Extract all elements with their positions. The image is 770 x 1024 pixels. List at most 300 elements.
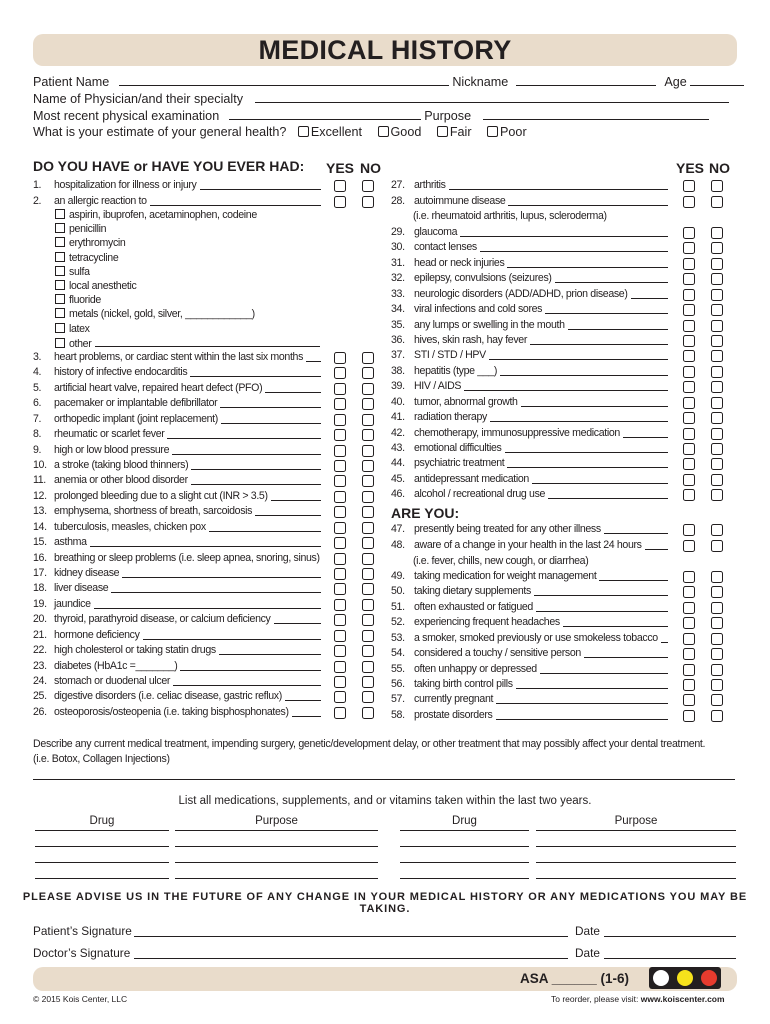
answer-line[interactable] bbox=[150, 194, 321, 206]
red-light-icon[interactable] bbox=[701, 970, 717, 986]
answer-line[interactable] bbox=[661, 631, 668, 643]
question-number: 2. bbox=[33, 195, 42, 207]
allergy-checkbox[interactable] bbox=[55, 294, 65, 304]
yes-checkbox[interactable] bbox=[683, 350, 695, 362]
yes-checkbox[interactable] bbox=[334, 599, 346, 611]
yes-checkbox[interactable] bbox=[683, 633, 695, 645]
yes-checkbox[interactable] bbox=[683, 289, 695, 301]
no-checkbox[interactable] bbox=[711, 540, 723, 552]
answer-line[interactable] bbox=[221, 412, 321, 424]
patient-name-label: Patient Name bbox=[33, 75, 110, 89]
answer-line[interactable] bbox=[219, 643, 321, 655]
question-number: 6. bbox=[33, 397, 42, 410]
yes-checkbox[interactable] bbox=[683, 458, 695, 470]
answer-line[interactable] bbox=[306, 350, 321, 362]
describe-example: (i.e. Botox, Collagen Injections) bbox=[33, 753, 170, 765]
doctor-date-label: Date bbox=[575, 946, 600, 960]
no-checkbox[interactable] bbox=[362, 196, 374, 208]
left-section-heading: DO YOU HAVE or HAVE YOU EVER HAD: bbox=[33, 158, 305, 174]
answer-line[interactable] bbox=[631, 287, 668, 299]
question-row bbox=[391, 441, 668, 456]
question-number: 27. bbox=[391, 179, 405, 191]
doctor-signature-label: Doctor’s Signature bbox=[33, 946, 131, 960]
no-checkbox[interactable] bbox=[362, 180, 374, 192]
yes-checkbox[interactable] bbox=[683, 602, 695, 614]
question-row bbox=[391, 569, 668, 584]
medication-field-line[interactable] bbox=[175, 846, 378, 847]
patient-date-field[interactable] bbox=[604, 936, 736, 937]
yes-checkbox[interactable] bbox=[683, 694, 695, 706]
question-row bbox=[391, 456, 668, 471]
yes-checkbox[interactable] bbox=[334, 352, 346, 364]
answer-line[interactable] bbox=[540, 662, 668, 674]
answer-line[interactable] bbox=[500, 364, 668, 376]
question-text: taking medication for weight management bbox=[414, 570, 597, 582]
no-checkbox[interactable] bbox=[362, 398, 374, 410]
answer-line[interactable] bbox=[460, 225, 668, 237]
question-row bbox=[33, 581, 321, 596]
patient-name-line bbox=[33, 73, 744, 91]
yes-checkbox[interactable] bbox=[334, 568, 346, 580]
asa-band bbox=[33, 967, 737, 991]
allergy-checkbox[interactable] bbox=[55, 223, 65, 233]
question-row bbox=[33, 473, 321, 488]
no-checkbox[interactable] bbox=[362, 522, 374, 534]
yes-checkbox[interactable] bbox=[683, 571, 695, 583]
no-checkbox[interactable] bbox=[362, 383, 374, 395]
physician-line bbox=[33, 90, 729, 108]
question-number: 47. bbox=[391, 523, 405, 535]
no-checkbox[interactable] bbox=[711, 489, 723, 501]
yes-checkbox[interactable] bbox=[683, 196, 695, 208]
medication-field-line[interactable] bbox=[175, 878, 378, 879]
fair-checkbox[interactable] bbox=[437, 126, 448, 137]
answer-line[interactable] bbox=[94, 597, 321, 609]
yes-checkbox[interactable] bbox=[683, 428, 695, 440]
yes-checkbox[interactable] bbox=[334, 645, 346, 657]
patient-signature-field[interactable] bbox=[134, 936, 568, 937]
yes-checkbox[interactable] bbox=[683, 412, 695, 424]
answer-line[interactable] bbox=[172, 443, 321, 455]
question-number: 54. bbox=[391, 647, 405, 660]
no-checkbox[interactable] bbox=[711, 633, 723, 645]
medication-field-line[interactable] bbox=[175, 862, 378, 863]
change-note: (i.e. fever, chills, new cough, or diarrhea) bbox=[413, 555, 589, 567]
answer-line[interactable] bbox=[111, 581, 321, 593]
question-row bbox=[391, 487, 668, 502]
purpose-header-left: Purpose bbox=[255, 815, 298, 827]
allergy-checkbox[interactable] bbox=[55, 323, 65, 333]
question-row bbox=[33, 551, 321, 566]
question-text: viral infections and cold sores bbox=[414, 303, 543, 316]
question-number: 15. bbox=[33, 536, 47, 549]
no-checkbox[interactable] bbox=[362, 583, 374, 595]
yes-checkbox[interactable] bbox=[683, 273, 695, 285]
question-number: 13. bbox=[33, 505, 47, 518]
answer-line[interactable] bbox=[507, 256, 668, 268]
no-checkbox[interactable] bbox=[711, 335, 723, 347]
no-checkbox[interactable] bbox=[711, 648, 723, 660]
answer-line[interactable] bbox=[508, 194, 668, 206]
question-text: hormone deficiency bbox=[54, 628, 140, 641]
yes-checkbox[interactable] bbox=[334, 553, 346, 565]
question-number: 32. bbox=[391, 272, 405, 285]
patient-name-field[interactable] bbox=[119, 73, 449, 86]
health-line bbox=[33, 124, 527, 141]
answer-line[interactable] bbox=[274, 612, 321, 624]
no-checkbox[interactable] bbox=[711, 350, 723, 362]
medication-field-line[interactable] bbox=[175, 830, 378, 831]
no-checkbox[interactable] bbox=[711, 617, 723, 629]
no-checkbox[interactable] bbox=[711, 458, 723, 470]
yes-checkbox[interactable] bbox=[334, 522, 346, 534]
yes-checkbox[interactable] bbox=[334, 429, 346, 441]
answer-line[interactable] bbox=[285, 689, 321, 701]
yes-checkbox[interactable] bbox=[683, 710, 695, 722]
yes-checkbox[interactable] bbox=[334, 196, 346, 208]
answer-line[interactable] bbox=[191, 458, 321, 470]
answer-line[interactable] bbox=[555, 271, 668, 283]
question-text: experiencing frequent headaches bbox=[414, 616, 560, 629]
excellent-checkbox[interactable] bbox=[298, 126, 309, 137]
yes-checkbox[interactable] bbox=[683, 679, 695, 691]
yes-checkbox[interactable] bbox=[683, 489, 695, 501]
answer-line[interactable] bbox=[568, 318, 668, 330]
answer-line[interactable] bbox=[536, 600, 668, 612]
yes-checkbox[interactable] bbox=[683, 443, 695, 455]
question-row bbox=[33, 443, 321, 458]
allergy-checkbox[interactable] bbox=[55, 308, 65, 318]
no-checkbox[interactable] bbox=[711, 242, 723, 254]
answer-line[interactable] bbox=[90, 535, 321, 547]
no-checkbox[interactable] bbox=[711, 443, 723, 455]
allergy-checkbox[interactable] bbox=[55, 338, 65, 348]
yes-checkbox[interactable] bbox=[334, 707, 346, 719]
yes-checkbox[interactable] bbox=[683, 586, 695, 598]
question-number: 30. bbox=[391, 241, 405, 254]
yes-checkbox[interactable] bbox=[334, 691, 346, 703]
yes-checkbox[interactable] bbox=[334, 180, 346, 192]
question-text: often unhappy or depressed bbox=[414, 662, 537, 675]
answer-line[interactable] bbox=[173, 674, 321, 686]
yes-checkbox[interactable] bbox=[683, 258, 695, 270]
no-checkbox[interactable] bbox=[362, 491, 374, 503]
question-number: 39. bbox=[391, 380, 405, 393]
answer-line[interactable] bbox=[604, 522, 668, 534]
yes-checkbox[interactable] bbox=[683, 474, 695, 486]
no-checkbox[interactable] bbox=[711, 524, 723, 536]
no-checkbox[interactable] bbox=[711, 381, 723, 393]
answer-line[interactable] bbox=[220, 396, 321, 408]
no-checkbox[interactable] bbox=[711, 571, 723, 583]
medication-field-line[interactable] bbox=[35, 878, 169, 879]
no-checkbox[interactable] bbox=[362, 414, 374, 426]
question-number: 33. bbox=[391, 287, 405, 300]
answer-line[interactable] bbox=[167, 427, 321, 439]
question-row bbox=[391, 395, 668, 410]
answer-line[interactable] bbox=[584, 646, 668, 658]
yes-checkbox[interactable] bbox=[334, 460, 346, 472]
question-number: 43. bbox=[391, 442, 405, 455]
poor-checkbox[interactable] bbox=[487, 126, 498, 137]
yes-checkbox[interactable] bbox=[683, 366, 695, 378]
no-checkbox[interactable] bbox=[711, 320, 723, 332]
answer-line[interactable] bbox=[449, 178, 668, 190]
medication-field-line[interactable] bbox=[400, 830, 529, 831]
no-checkbox[interactable] bbox=[362, 352, 374, 364]
answer-line[interactable] bbox=[505, 441, 669, 453]
patient-signature-label: Patient’s Signature bbox=[33, 924, 132, 938]
question-number: 19. bbox=[33, 597, 47, 610]
no-checkbox[interactable] bbox=[362, 367, 374, 379]
yellow-light-icon[interactable] bbox=[677, 970, 693, 986]
answer-line[interactable] bbox=[190, 365, 321, 377]
answer-line[interactable] bbox=[271, 489, 321, 501]
answer-line[interactable] bbox=[464, 379, 668, 391]
medication-field-line[interactable] bbox=[35, 862, 169, 863]
exam-field[interactable] bbox=[229, 107, 421, 120]
question-text: tuberculosis, measles, chicken pox bbox=[54, 520, 206, 533]
no-checkbox[interactable] bbox=[711, 273, 723, 285]
yes-checkbox[interactable] bbox=[334, 676, 346, 688]
reorder-text bbox=[551, 993, 725, 1005]
answer-line[interactable] bbox=[496, 692, 668, 704]
no-checkbox[interactable] bbox=[362, 568, 374, 580]
answer-line[interactable] bbox=[545, 302, 668, 314]
describe-text: Describe any current medical treatment, impending surgery, genetic/development delay, or other treatment that may possibly affect your dental treatment. bbox=[33, 738, 706, 750]
medication-field-line[interactable] bbox=[35, 846, 169, 847]
no-checkbox[interactable] bbox=[362, 645, 374, 657]
question-number: 16. bbox=[33, 551, 47, 564]
yes-checkbox[interactable] bbox=[334, 475, 346, 487]
yes-checkbox[interactable] bbox=[334, 661, 346, 673]
question-row bbox=[391, 426, 668, 441]
asa-traffic-light bbox=[649, 967, 721, 989]
no-checkbox[interactable] bbox=[362, 445, 374, 457]
allergy-subitem bbox=[55, 208, 257, 222]
answer-line[interactable] bbox=[563, 615, 668, 627]
yes-checkbox[interactable] bbox=[683, 381, 695, 393]
yes-checkbox[interactable] bbox=[683, 540, 695, 552]
question-row bbox=[391, 364, 668, 379]
question-text: HIV / AIDS bbox=[414, 380, 462, 393]
question-text: radiation therapy bbox=[414, 411, 487, 424]
question-number: 14. bbox=[33, 520, 47, 533]
page-title: MEDICAL HISTORY bbox=[258, 35, 512, 65]
allergy-checkbox[interactable] bbox=[55, 209, 65, 219]
yes-checkbox[interactable] bbox=[334, 630, 346, 642]
nickname-field[interactable] bbox=[516, 73, 656, 86]
no-checkbox[interactable] bbox=[711, 304, 723, 316]
question-row bbox=[391, 178, 668, 193]
yes-checkbox[interactable] bbox=[334, 445, 346, 457]
no-checkbox[interactable] bbox=[362, 506, 374, 518]
answer-line[interactable] bbox=[521, 395, 668, 407]
answer-line[interactable] bbox=[265, 381, 321, 393]
no-checkbox[interactable] bbox=[362, 630, 374, 642]
no-checkbox[interactable] bbox=[362, 429, 374, 441]
question-number: 44. bbox=[391, 457, 405, 470]
no-checkbox[interactable] bbox=[362, 691, 374, 703]
answer-line[interactable] bbox=[496, 708, 669, 720]
question-text: head or neck injuries bbox=[414, 256, 505, 269]
yes-checkbox[interactable] bbox=[334, 367, 346, 379]
allergy-checkbox[interactable] bbox=[55, 252, 65, 262]
allergy-checkbox[interactable] bbox=[55, 280, 65, 290]
answer-line[interactable] bbox=[255, 504, 321, 516]
question-row bbox=[33, 350, 321, 365]
good-checkbox[interactable] bbox=[378, 126, 389, 137]
physician-label: Name of Physician/and their specialty bbox=[33, 92, 243, 106]
question-text: hives, skin rash, hay fever bbox=[414, 334, 528, 346]
answer-line[interactable] bbox=[200, 178, 322, 190]
reorder-url[interactable]: www.koiscenter.com bbox=[640, 994, 725, 1004]
no-checkbox[interactable] bbox=[362, 676, 374, 688]
answer-line[interactable] bbox=[548, 487, 668, 499]
no-checkbox[interactable] bbox=[362, 475, 374, 487]
question-row bbox=[33, 458, 321, 473]
answer-line[interactable] bbox=[480, 240, 668, 252]
medication-field-line[interactable] bbox=[35, 830, 169, 831]
medication-field-line[interactable] bbox=[536, 846, 736, 847]
answer-line[interactable] bbox=[507, 456, 668, 468]
answer-line[interactable] bbox=[532, 472, 668, 484]
yes-checkbox[interactable] bbox=[334, 414, 346, 426]
question-number: 50. bbox=[391, 585, 405, 598]
answer-line[interactable] bbox=[191, 473, 321, 485]
no-checkbox[interactable] bbox=[711, 397, 723, 409]
question-number: 11. bbox=[33, 474, 46, 487]
answer-line[interactable] bbox=[292, 705, 321, 717]
yes-checkbox[interactable] bbox=[334, 383, 346, 395]
no-checkbox[interactable] bbox=[711, 586, 723, 598]
allergy-label: fluoride bbox=[69, 294, 101, 307]
no-checkbox[interactable] bbox=[711, 679, 723, 691]
question-text: high cholesterol or taking statin drugs bbox=[54, 644, 216, 657]
no-checkbox[interactable] bbox=[711, 289, 723, 301]
describe-answer-line[interactable] bbox=[33, 779, 735, 780]
medication-field-line[interactable] bbox=[400, 846, 529, 847]
no-checkbox[interactable] bbox=[711, 227, 723, 239]
answer-line[interactable] bbox=[122, 566, 321, 578]
medication-field-line[interactable] bbox=[400, 878, 529, 879]
drug-header-right: Drug bbox=[452, 815, 477, 827]
question-number: 53. bbox=[391, 631, 405, 644]
allergy-subitem bbox=[55, 293, 101, 307]
answer-line[interactable] bbox=[516, 677, 668, 689]
question-number: 41. bbox=[391, 411, 405, 424]
doctor-date-field[interactable] bbox=[604, 958, 736, 959]
no-checkbox[interactable] bbox=[362, 553, 374, 565]
no-checkbox[interactable] bbox=[362, 707, 374, 719]
yes-checkbox[interactable] bbox=[683, 664, 695, 676]
answer-line[interactable] bbox=[143, 628, 321, 640]
answer-line[interactable] bbox=[645, 538, 668, 550]
yes-checkbox[interactable] bbox=[683, 227, 695, 239]
allergy-checkbox[interactable] bbox=[55, 266, 65, 276]
no-checkbox[interactable] bbox=[711, 258, 723, 270]
no-checkbox[interactable] bbox=[711, 196, 723, 208]
no-checkbox[interactable] bbox=[711, 710, 723, 722]
yes-checkbox[interactable] bbox=[683, 524, 695, 536]
yes-checkbox[interactable] bbox=[683, 617, 695, 629]
yes-checkbox[interactable] bbox=[683, 320, 695, 332]
no-checkbox[interactable] bbox=[362, 460, 374, 472]
no-checkbox[interactable] bbox=[362, 599, 374, 611]
no-checkbox[interactable] bbox=[711, 428, 723, 440]
no-checkbox[interactable] bbox=[362, 537, 374, 549]
medication-field-line[interactable] bbox=[536, 878, 736, 879]
yes-checkbox[interactable] bbox=[334, 491, 346, 503]
medication-field-line[interactable] bbox=[536, 862, 736, 863]
no-checkbox[interactable] bbox=[711, 180, 723, 192]
physician-field[interactable] bbox=[255, 90, 729, 103]
yes-checkbox[interactable] bbox=[683, 304, 695, 316]
age-label: Age bbox=[664, 75, 687, 89]
yes-checkbox[interactable] bbox=[683, 335, 695, 347]
question-row bbox=[391, 584, 668, 599]
medication-field-line[interactable] bbox=[400, 862, 529, 863]
yes-checkbox[interactable] bbox=[683, 180, 695, 192]
yes-checkbox[interactable] bbox=[334, 398, 346, 410]
answer-line[interactable] bbox=[490, 410, 668, 422]
question-number: 57. bbox=[391, 693, 405, 706]
no-checkbox[interactable] bbox=[362, 614, 374, 626]
yes-checkbox[interactable] bbox=[683, 242, 695, 254]
age-field[interactable] bbox=[690, 73, 744, 86]
answer-line[interactable] bbox=[489, 348, 668, 360]
answer-line[interactable] bbox=[623, 426, 668, 438]
doctor-signature-field[interactable] bbox=[134, 958, 568, 959]
question-row bbox=[391, 287, 668, 302]
question-text: neurologic disorders (ADD/ADHD, prion disease) bbox=[414, 287, 628, 300]
question-number: 49. bbox=[391, 570, 405, 582]
medication-field-line[interactable] bbox=[536, 830, 736, 831]
excellent-label: Excellent bbox=[310, 125, 363, 139]
question-row bbox=[33, 535, 321, 550]
drug-header-left: Drug bbox=[89, 815, 115, 827]
answer-line[interactable] bbox=[599, 569, 668, 581]
no-checkbox[interactable] bbox=[711, 694, 723, 706]
no-checkbox[interactable] bbox=[362, 661, 374, 673]
question-number: 38. bbox=[391, 364, 405, 377]
answer-line[interactable] bbox=[534, 584, 668, 596]
question-row bbox=[391, 240, 668, 255]
yes-checkbox[interactable] bbox=[334, 506, 346, 518]
no-checkbox[interactable] bbox=[711, 412, 723, 424]
no-checkbox[interactable] bbox=[711, 602, 723, 614]
answer-line[interactable] bbox=[180, 659, 321, 671]
answer-line[interactable] bbox=[530, 333, 668, 345]
question-row bbox=[391, 256, 668, 271]
other-allergy-field[interactable] bbox=[95, 336, 320, 347]
yes-checkbox[interactable] bbox=[683, 397, 695, 409]
exam-line bbox=[33, 107, 709, 125]
no-checkbox[interactable] bbox=[711, 664, 723, 676]
no-checkbox[interactable] bbox=[711, 366, 723, 378]
no-checkbox[interactable] bbox=[711, 474, 723, 486]
question-text: contact lenses bbox=[414, 241, 477, 254]
yes-checkbox[interactable] bbox=[334, 583, 346, 595]
white-light-icon[interactable] bbox=[653, 970, 669, 986]
yes-checkbox[interactable] bbox=[683, 648, 695, 660]
allergy-label: tetracycline bbox=[69, 251, 119, 264]
purpose-field[interactable] bbox=[483, 107, 709, 120]
yes-checkbox[interactable] bbox=[334, 537, 346, 549]
allergy-checkbox[interactable] bbox=[55, 237, 65, 247]
yes-checkbox[interactable] bbox=[334, 614, 346, 626]
answer-line[interactable] bbox=[209, 520, 321, 532]
